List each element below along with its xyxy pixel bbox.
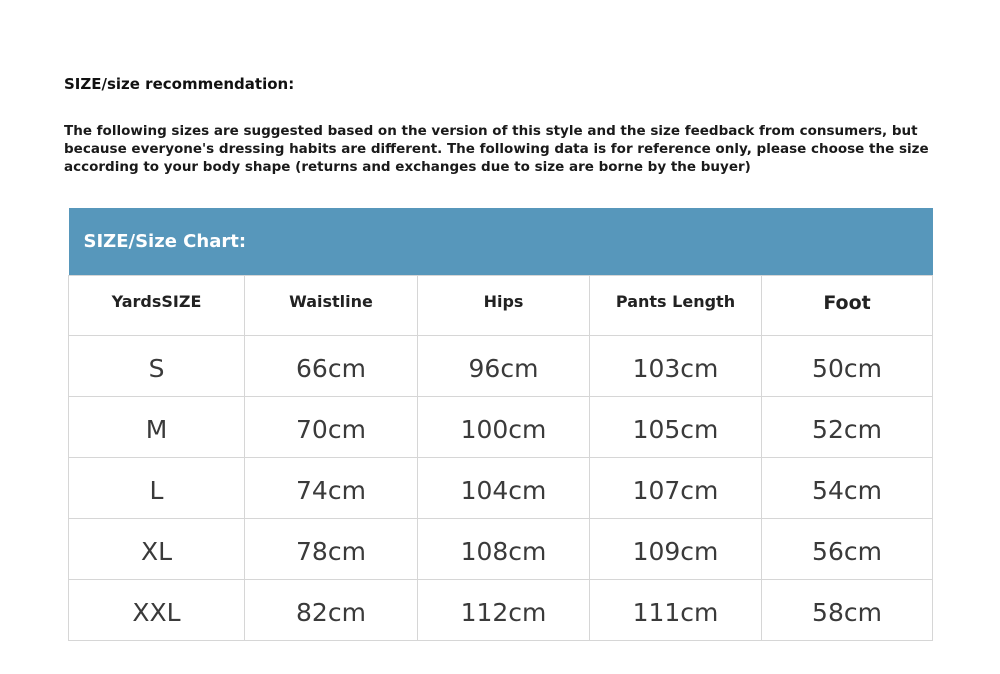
page-heading: SIZE/size recommendation: [64, 75, 295, 93]
size-chart-table [68, 208, 933, 641]
table-row [69, 519, 933, 580]
hips-cell: 100cm [418, 397, 590, 458]
hips-cell: 108cm [418, 519, 590, 580]
hips-cell: 104cm [418, 458, 590, 519]
pants-length-cell: 109cm [590, 519, 762, 580]
size-cell: S [69, 336, 245, 397]
waistline-cell: 82cm [245, 580, 418, 641]
waistline-cell: 66cm [245, 336, 418, 397]
column-header-size: YardsSIZE [69, 276, 245, 336]
waistline-cell: 74cm [245, 458, 418, 519]
foot-cell: 54cm [762, 458, 933, 519]
size-chart-title: SIZE/Size Chart: [69, 208, 933, 276]
hips-cell: 112cm [418, 580, 590, 641]
size-cell: XXL [69, 580, 245, 641]
foot-cell: 50cm [762, 336, 933, 397]
hips-cell: 96cm [418, 336, 590, 397]
size-cell: L [69, 458, 245, 519]
foot-cell: 58cm [762, 580, 933, 641]
table-row [69, 397, 933, 458]
column-header-hips: Hips [418, 276, 590, 336]
table-header-row [69, 276, 933, 336]
pants-length-cell: 105cm [590, 397, 762, 458]
column-header-waistline: Waistline [245, 276, 418, 336]
size-chart-title-row [69, 208, 933, 276]
table-row [69, 458, 933, 519]
size-cell: M [69, 397, 245, 458]
pants-length-cell: 103cm [590, 336, 762, 397]
intro-paragraph: The following sizes are suggested based on the version of this style and the size feedback from consumers, but because everyone's dressing habits are different. The following data is for reference only, please choose the size according to your body shape (returns and exchanges due to size are borne by the buyer) [64, 123, 929, 175]
foot-cell: 56cm [762, 519, 933, 580]
size-cell: XL [69, 519, 245, 580]
column-header-pants-length: Pants Length [590, 276, 762, 336]
waistline-cell: 70cm [245, 397, 418, 458]
foot-cell: 52cm [762, 397, 933, 458]
column-header-foot: Foot [762, 276, 933, 336]
table-row [69, 336, 933, 397]
waistline-cell: 78cm [245, 519, 418, 580]
pants-length-cell: 107cm [590, 458, 762, 519]
pants-length-cell: 111cm [590, 580, 762, 641]
table-row [69, 580, 933, 641]
